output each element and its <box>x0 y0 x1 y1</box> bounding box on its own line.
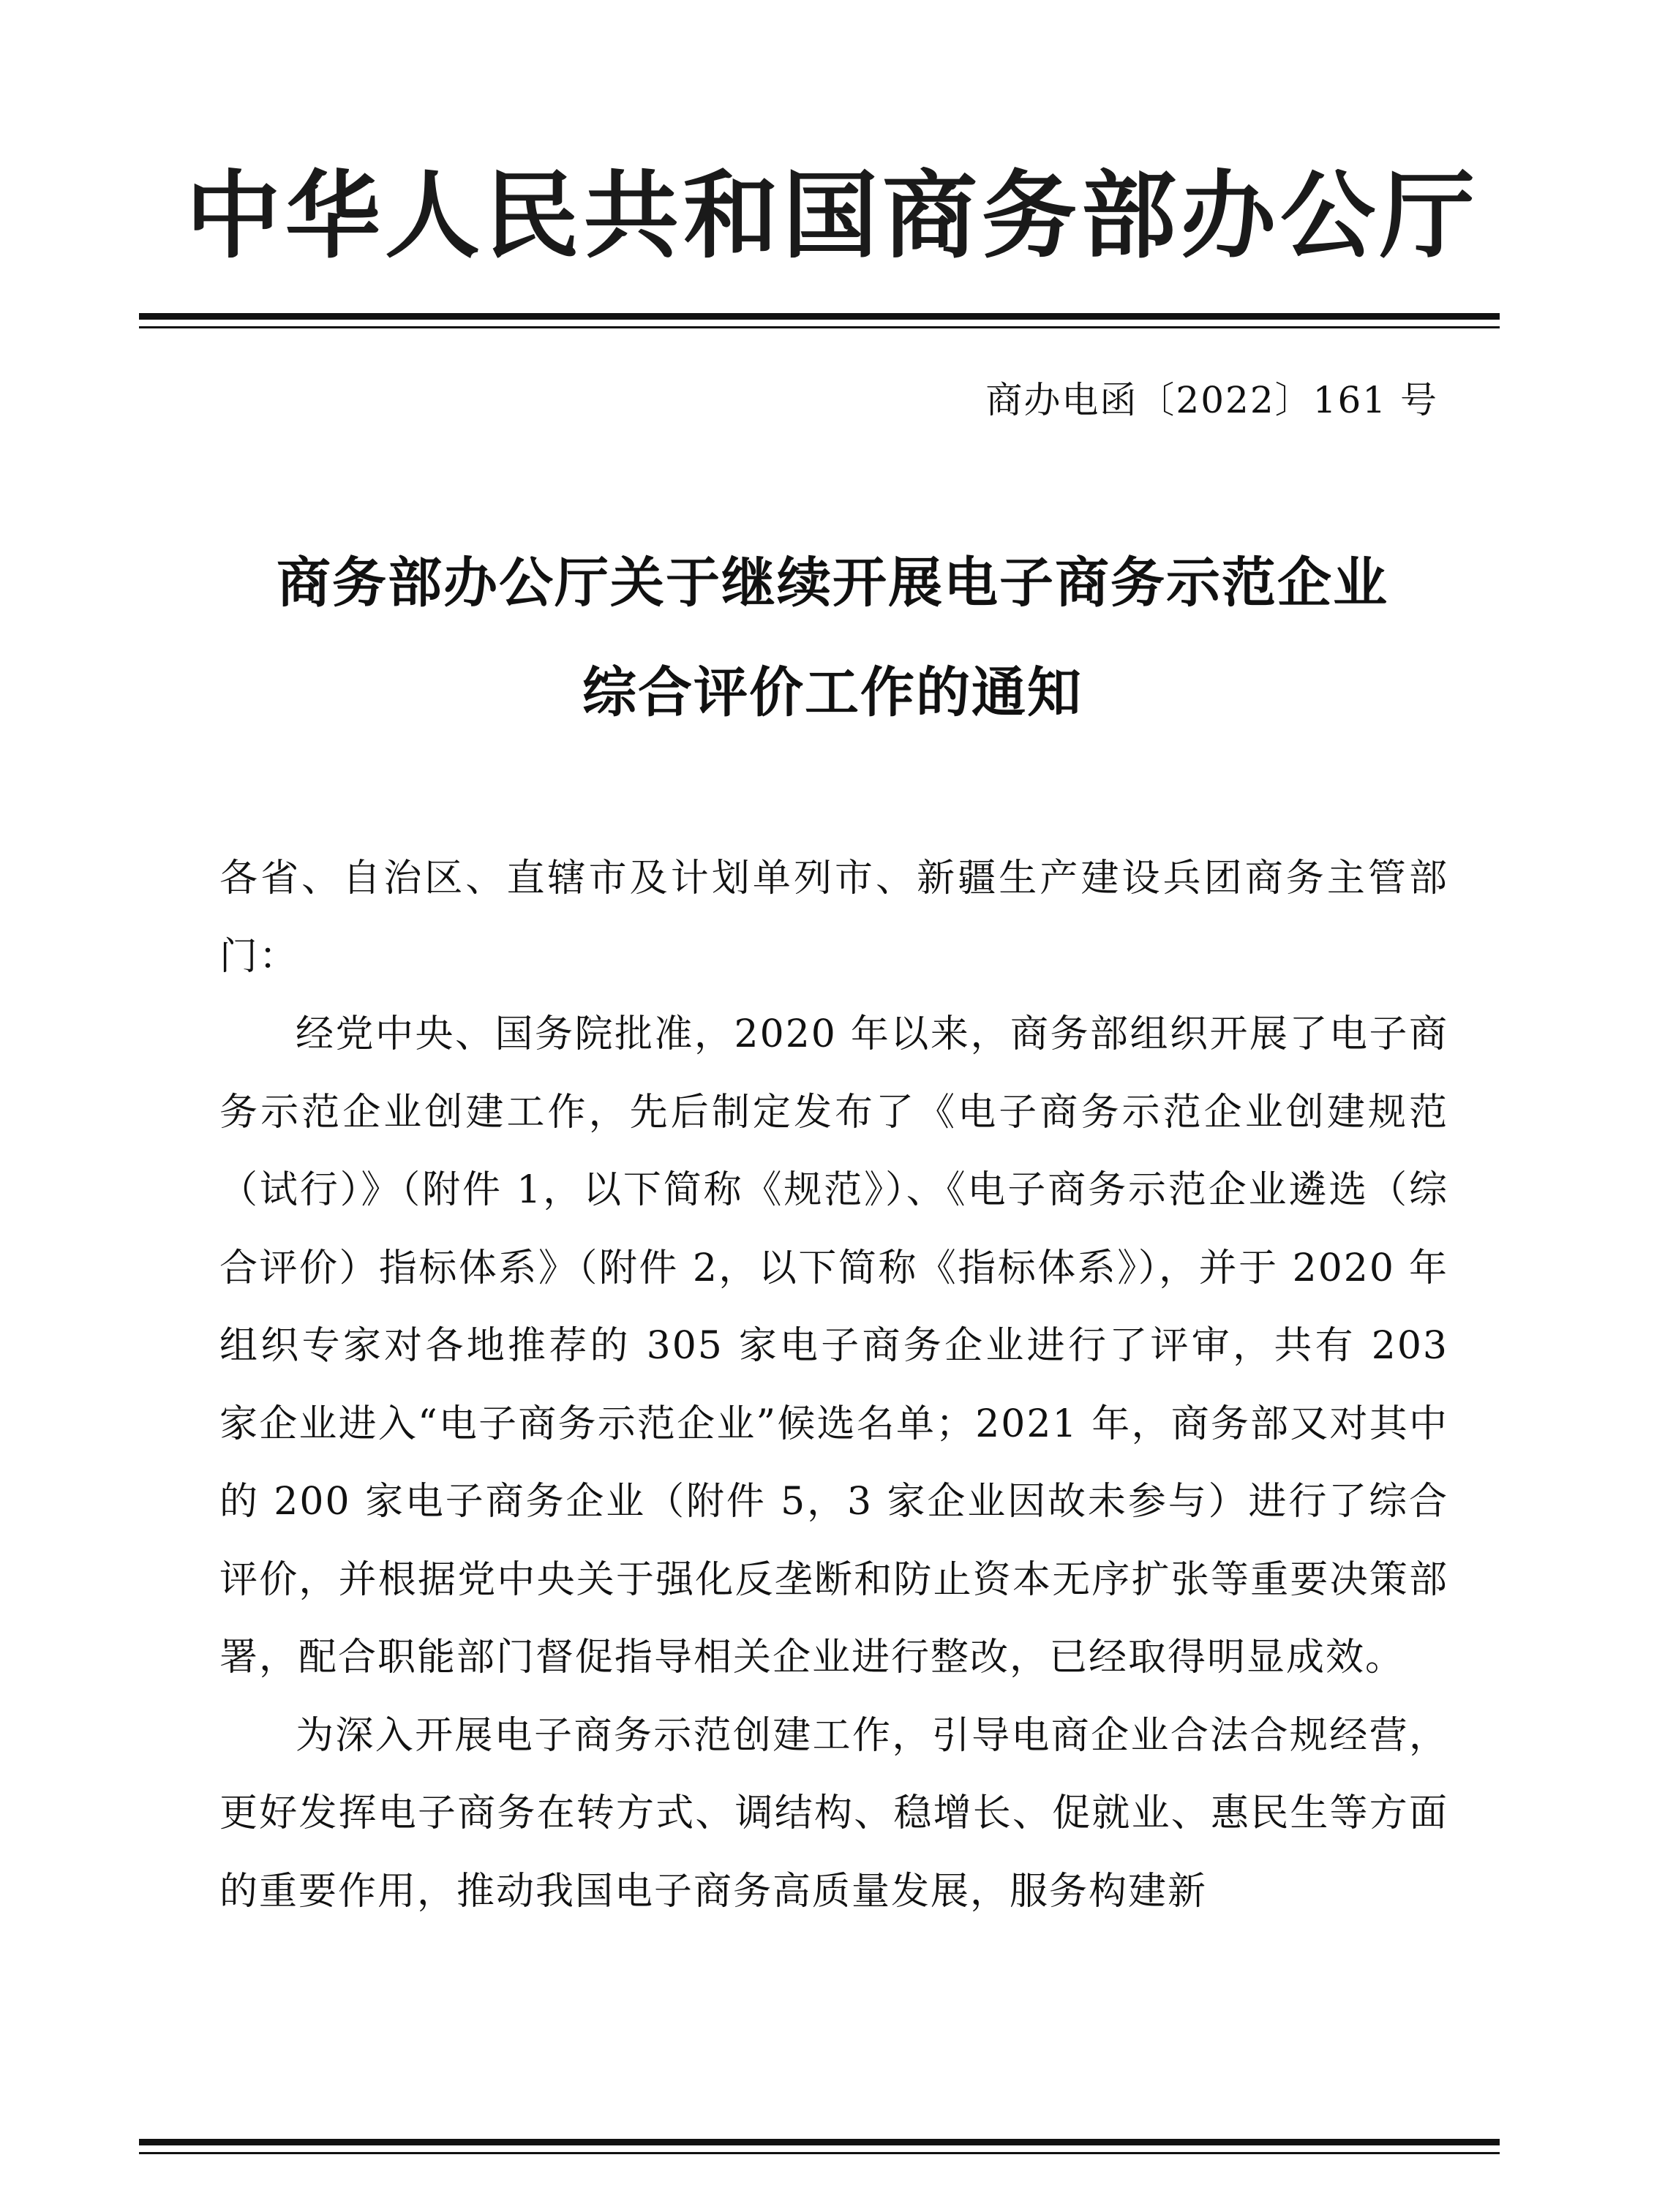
document-title-line-1: 商务部办公厅关于继续开展电子商务示范企业 <box>277 552 1388 614</box>
body-paragraph-2: 为深入开展电子商务示范创建工作，引导电商企业合法合规经营，更好发挥电子商务在转方式、调结构、稳增长、促就业、惠民生等方面的重要作用，推动我国电子商务高质量发展，服务构建新 <box>219 1713 1448 1914</box>
document-title-line-2: 综合评价工作的通知 <box>582 661 1083 724</box>
body-paragraph-1: 经党中央、国务院批准，2020 年以来，商务部组织开展了电子商务示范企业创建工作，先后制定发布了《电子商务示范企业创建规范（试行）》（附件 1，以下简称《规范》）、《电子商务示范企业遴选（综合评价）指标体系》（附件 2，以下简称《指标体系》），并于 2020 年组织专家对各地推荐的 305 家电子商务企业进行了评审，共有 203 家企业进入“电子商务示范企业”候选名单；2021 年，商务部又对其中的 200 家电子商务企业（附件 5，3 家企业因故未参与）进行了综合评价，并根据党中央关于强化反垄断和防止资本无序扩张等重要决策部署，配合职能部门督促指导相关企业进行整改，已经取得明显成效。 <box>219 1012 1448 1679</box>
footer-divider-thin <box>139 2152 1500 2154</box>
agency-header: 中华人民共和国商务部办公厅 <box>185 160 1479 271</box>
document-number: 商办电函〔2022〕161 号 <box>985 379 1438 421</box>
header-divider-thin <box>139 326 1500 328</box>
footer-divider-thick <box>139 2139 1500 2145</box>
salutation: 各省、自治区、直辖市及计划单列市、新疆生产建设兵团商务主管部门： <box>219 857 1448 979</box>
document-body <box>219 840 1448 1930</box>
header-divider-thick <box>139 313 1500 320</box>
